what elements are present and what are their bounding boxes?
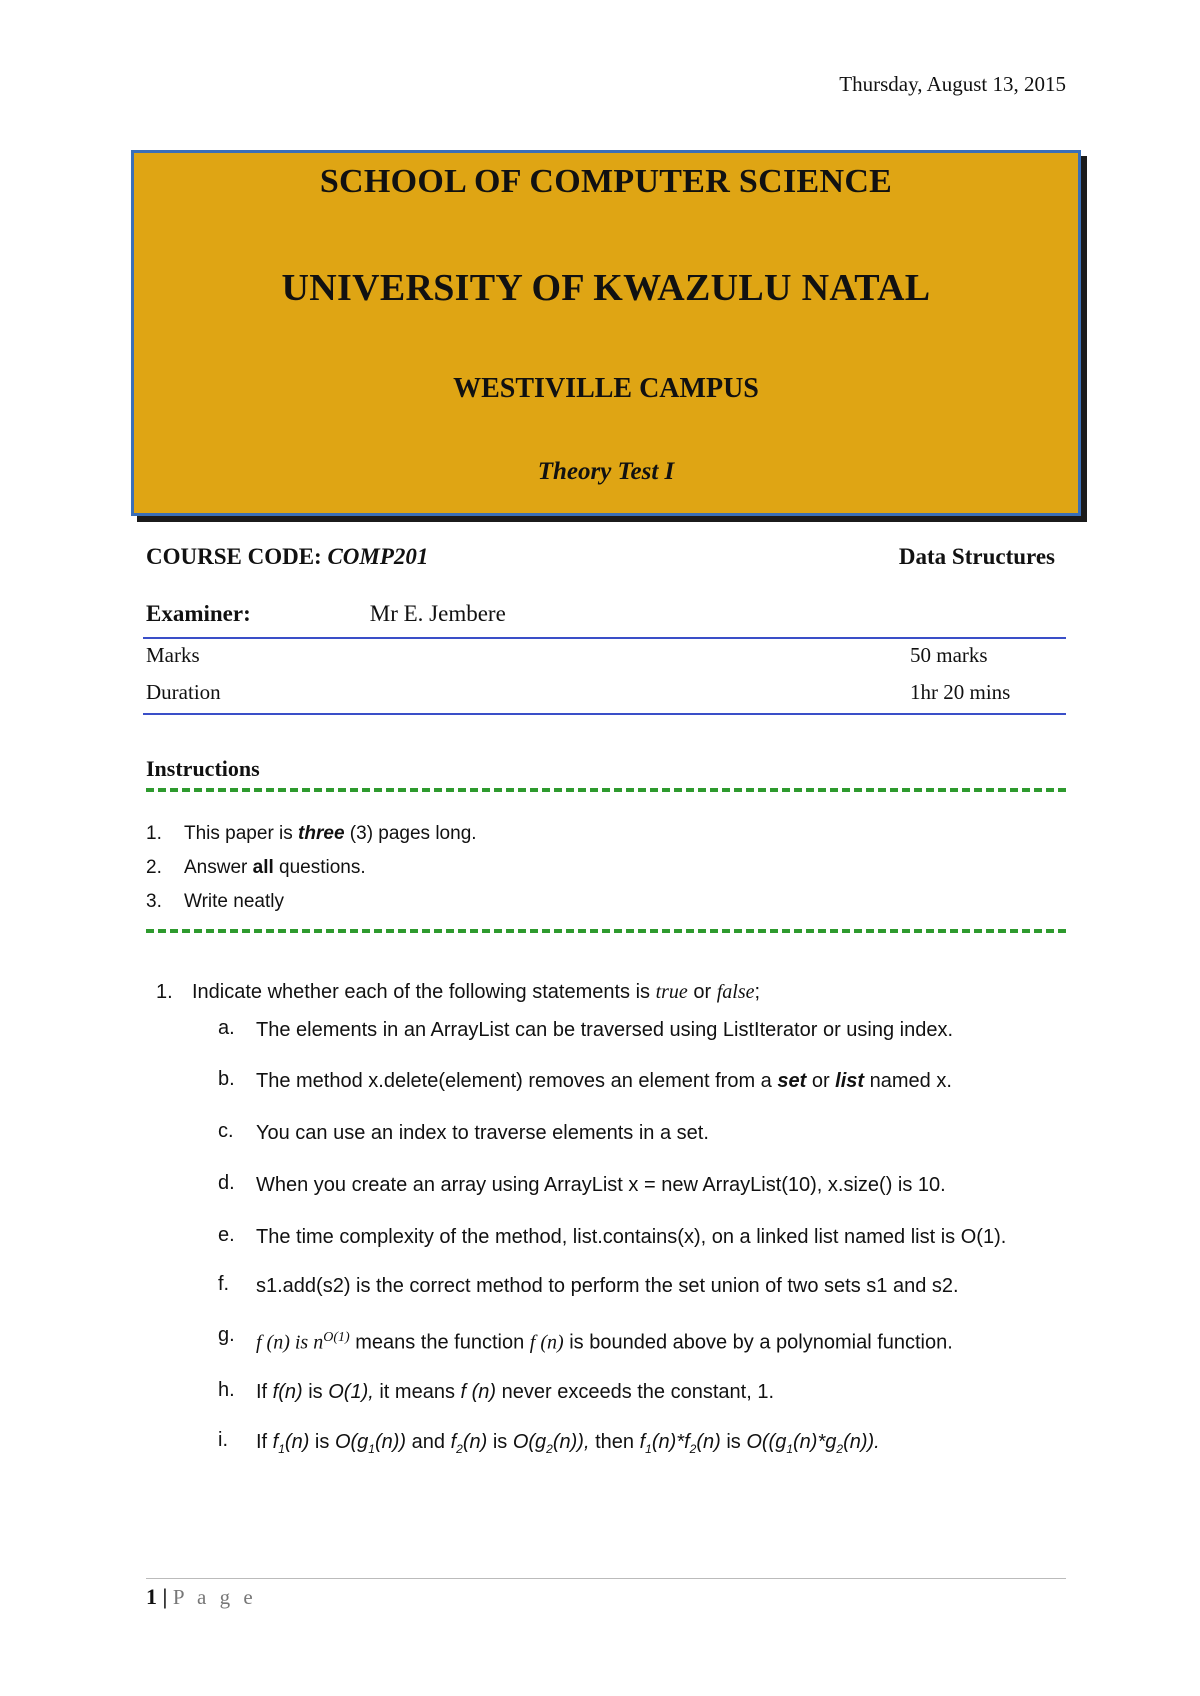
course-row	[146, 544, 1055, 570]
school-name: SCHOOL OF COMPUTER SCIENCE	[319, 163, 893, 200]
question-1	[156, 981, 1076, 1463]
duration-label: Duration	[146, 680, 221, 704]
marks-value: 50 marks	[910, 643, 988, 667]
page-footer	[146, 1584, 257, 1610]
statement-i: i. If $f_1(n)$ is $O(g_1(n))$ and $f_2(n)$ is $O(g_2(n))$, then $f_1(n)*f_2(n)$ is $O((g_1(n)*g_2(n))$.	[218, 1428, 880, 1456]
list-item: 3. Write neatly	[146, 891, 284, 912]
university-name: UNIVERSITY OF KWAZULU NATAL	[281, 267, 931, 309]
examiner-label: Examiner:	[146, 601, 251, 626]
examiner-name: Mr E. Jembere	[369, 601, 506, 626]
duration-row	[146, 680, 1061, 705]
statement-a: a. The elements in an ArrayList can be traversed using ListIterator or using index.	[218, 1017, 954, 1041]
dashed-divider-top	[146, 788, 1066, 792]
statement-e: e. The time complexity of the method, list.contains(x), on a linked list named list is O(1).	[218, 1224, 1007, 1248]
divider-top	[143, 637, 1066, 639]
footer-divider	[146, 1578, 1066, 1579]
footer-separator: |	[162, 1584, 168, 1609]
instructions-title: Instructions	[146, 756, 260, 781]
list-item: 1. This paper is three (3) pages long.	[146, 823, 477, 844]
list-item: 2. Answer all questions.	[146, 857, 366, 878]
statement-f: f. s1.add(s2) is the correct method to perform the set union of two sets s1 and s2.	[218, 1273, 959, 1297]
instructions-list	[146, 817, 477, 919]
document-date: Thursday, August 13, 2015	[839, 72, 1066, 96]
examiner-row	[146, 601, 506, 627]
question-prompt: 1. Indicate whether each of the following statements is true or false;	[156, 981, 761, 1003]
course-code-label: COURSE CODE:	[146, 544, 322, 569]
page-word: P a g e	[172, 1585, 257, 1609]
statement-c: c. You can use an index to traverse elements in a set.	[218, 1120, 709, 1144]
statement-b: b. The method x.delete(element) removes an element from a set or list named x.	[218, 1068, 952, 1092]
math-expression: f (n) is n	[256, 1331, 324, 1354]
campus-name: WESTIVILLE CAMPUS	[453, 373, 759, 404]
course-name: Data Structures	[898, 544, 1055, 569]
marks-row	[146, 643, 1061, 668]
dashed-divider-bottom	[146, 929, 1066, 933]
statement-g: g. f (n) is $n^{O(1)}$ means the function f (n) is bounded above by a polynomial function.	[218, 1324, 953, 1354]
statement-d: d. When you create an array using ArrayList x = new ArrayList(10), x.size() is 10.	[218, 1172, 946, 1196]
duration-value: 1hr 20 mins	[910, 680, 1011, 704]
statement-h: h. If f(n) is O(1), it means f (n) never exceeds the constant, 1.	[218, 1378, 775, 1403]
marks-label: Marks	[146, 643, 200, 667]
title-banner	[131, 150, 1081, 516]
course-code: COMP201	[327, 544, 429, 569]
test-name: Theory Test I	[537, 458, 675, 485]
divider-bottom	[143, 713, 1066, 715]
page-number: 1	[146, 1584, 157, 1609]
